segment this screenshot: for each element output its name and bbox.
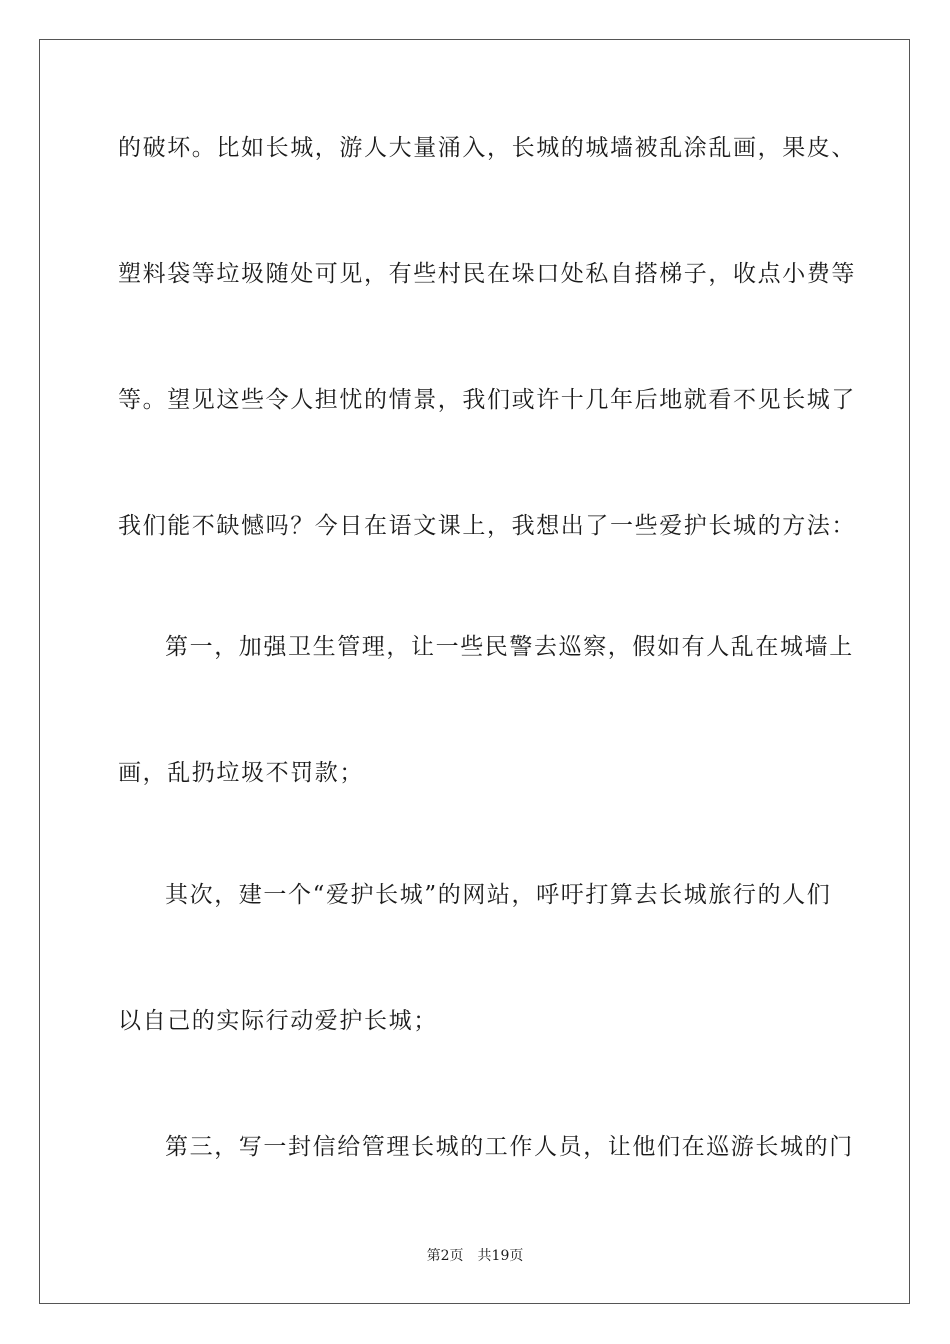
body-line-1: 的破坏。比如长城，游人大量涌入，长城的城墙被乱涂乱画，果皮、	[118, 135, 856, 161]
body-line-2: 塑料袋等垃圾随处可见，有些村民在垛口处私自搭梯子，收点小费等	[118, 261, 856, 287]
page-number-total: 共19页	[477, 1248, 524, 1264]
body-line-6: 画，乱扔垃圾不罚款；	[118, 760, 364, 786]
body-line-3: 等。望见这些令人担忧的情景，我们或许十几年后地就看不见长城了	[118, 387, 856, 413]
page-number-current: 第2页	[426, 1248, 464, 1264]
page-footer	[0, 1246, 950, 1266]
body-line-4: 我们能不缺憾吗？今日在语文课上，我想出了一些爱护长城的方法：	[118, 513, 856, 539]
body-line-8: 以自己的实际行动爱护长城；	[118, 1008, 438, 1034]
body-line-5: 第一，加强卫生管理，让一些民警去巡察，假如有人乱在城墙上	[165, 634, 854, 660]
body-line-7: 其次，建一个“爱护长城”的网站，呼吁打算去长城旅行的人们	[165, 882, 832, 908]
page-border	[39, 39, 910, 1304]
body-line-9: 第三，写一封信给管理长城的工作人员，让他们在巡游长城的门	[165, 1134, 854, 1160]
